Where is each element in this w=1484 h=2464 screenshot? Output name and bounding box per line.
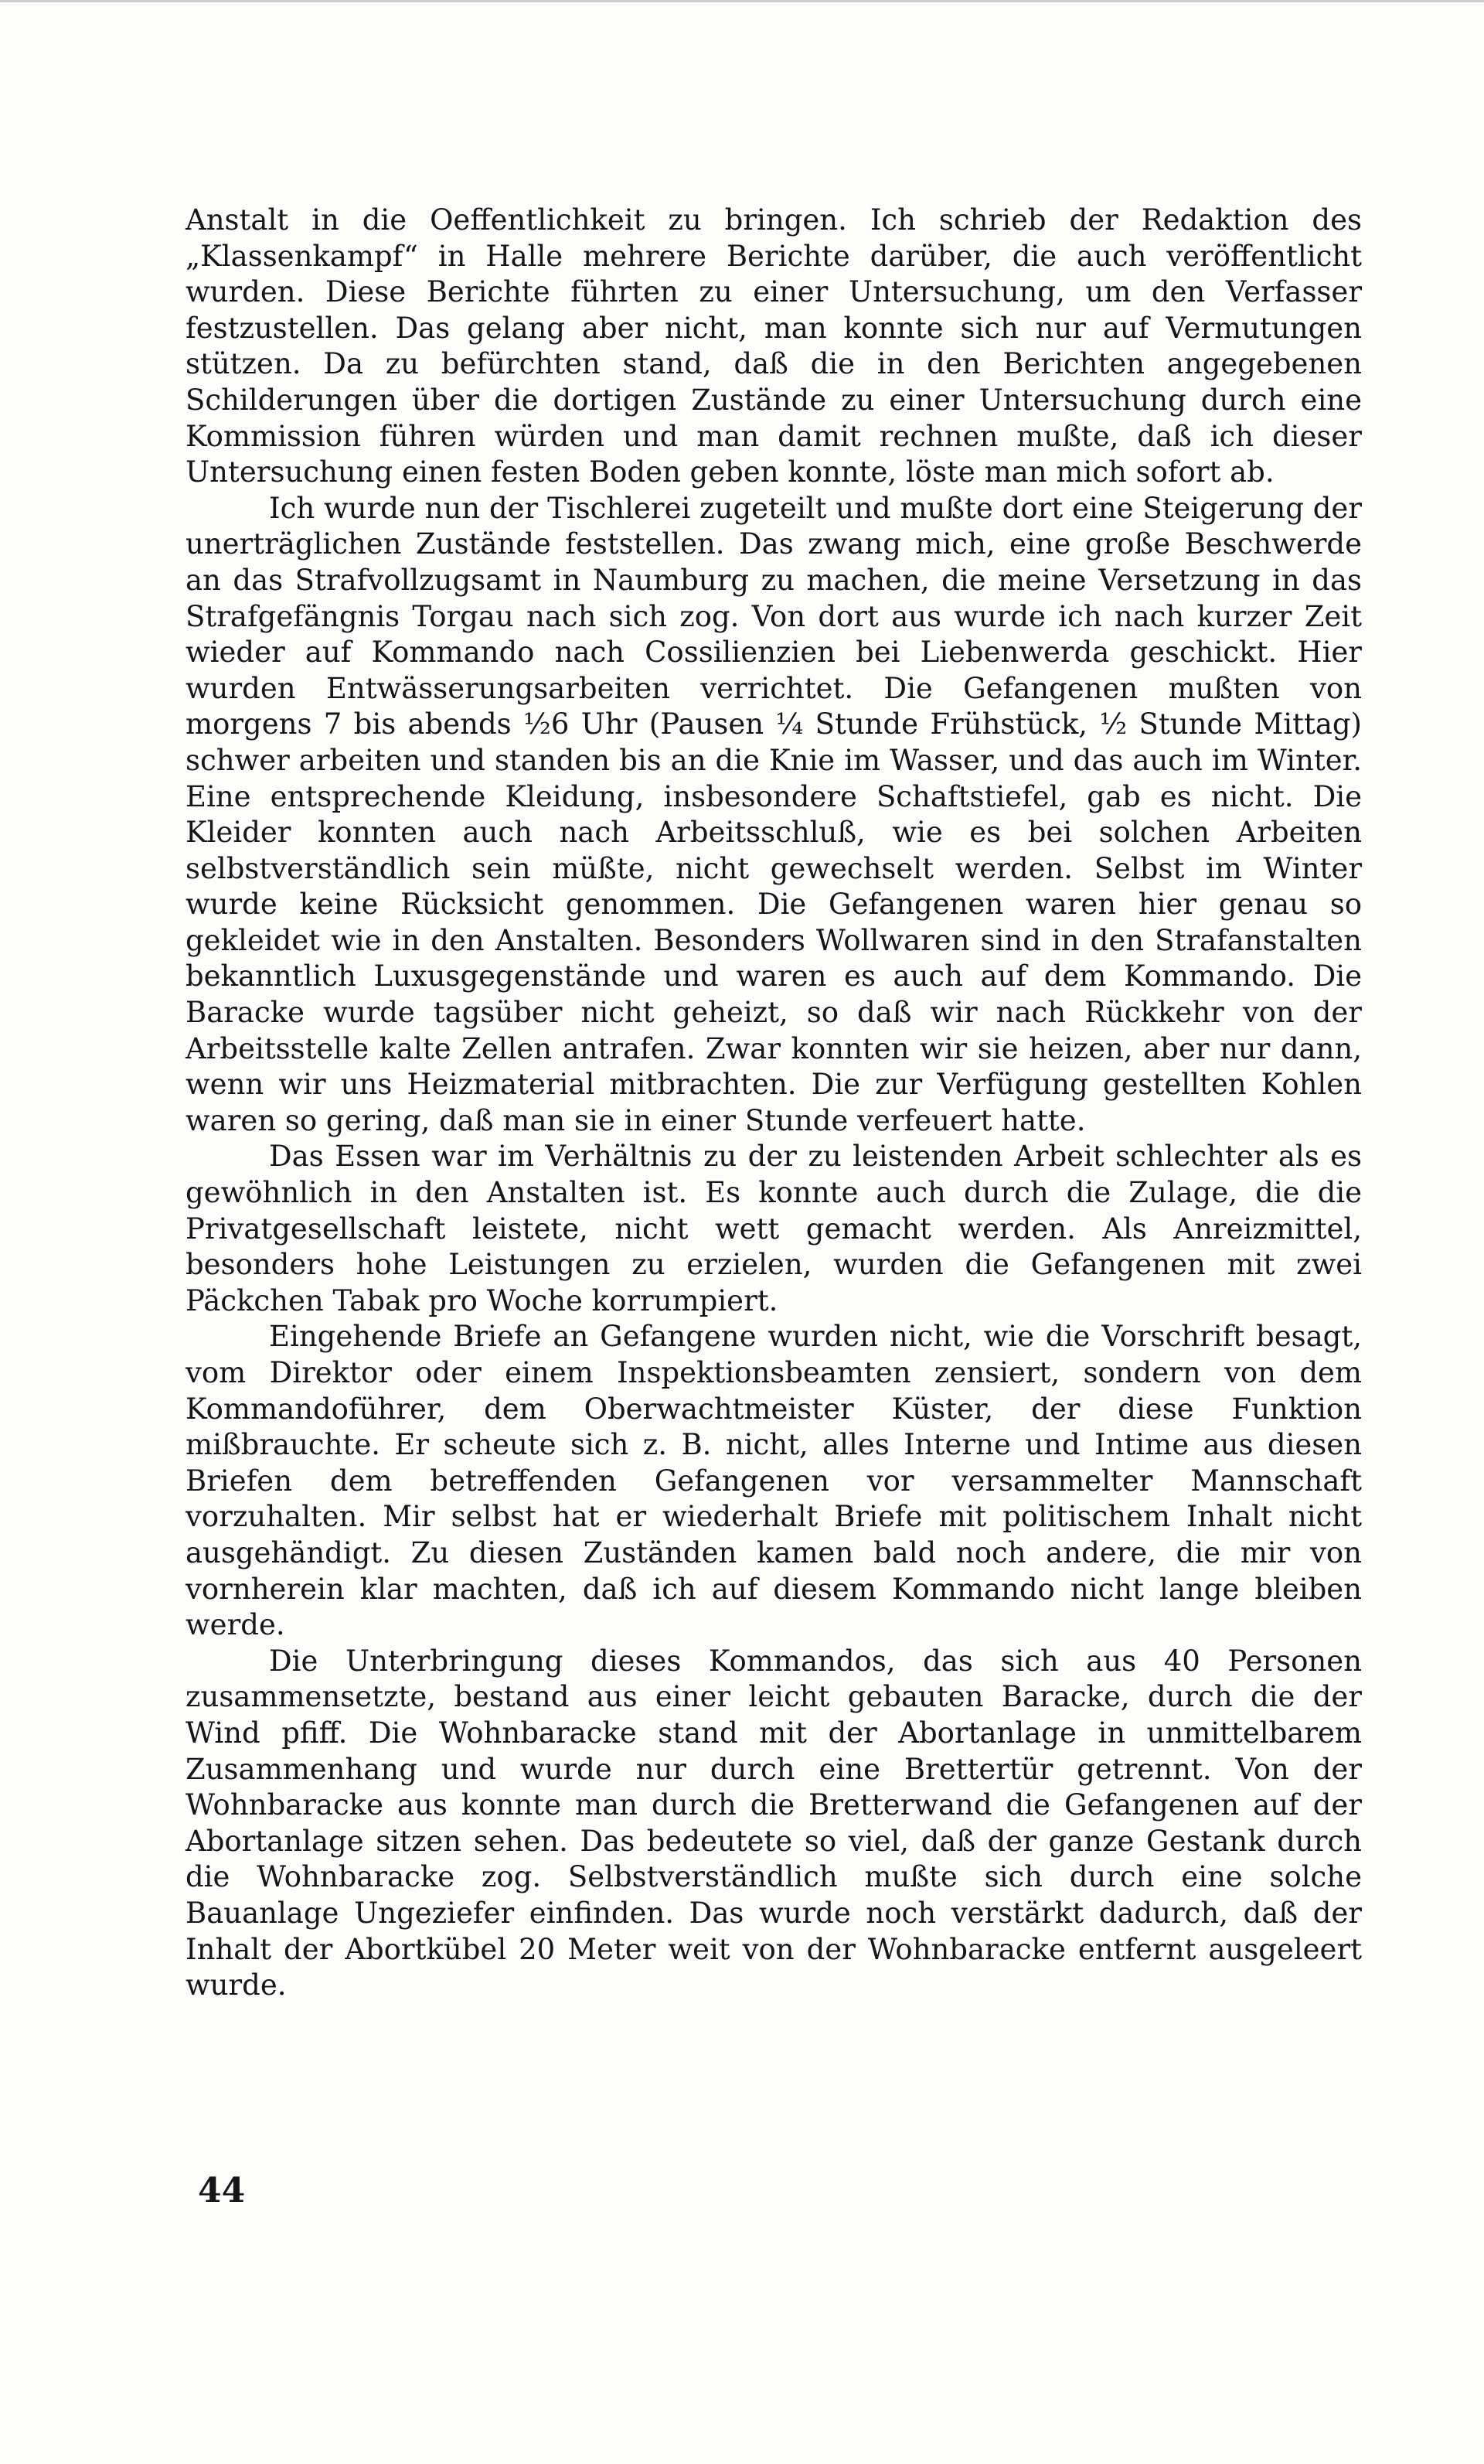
body-text: [186, 203, 1362, 2004]
paragraph: Das Essen war im Verhältnis zu der zu leistenden Arbeit schlechter als es gewöhnlich in den Anstalten ist. Es konnte auch durch die Zulage, die die Privatgesellschaft leistete, nicht wett gemacht werden. Als Anreizmittel, besonders hohe Leistungen zu erzielen, wurden die Gefangenen mit zwei Päckchen Tabak pro Woche korrumpiert.: [186, 1140, 1362, 1317]
page-top-edge: [0, 0, 1484, 2]
paragraph: Anstalt in die Oeffentlichkeit zu bringen. Ich schrieb der Redaktion des „Klassenkampf“ in Halle mehrere Berichte darüber, die auch veröffentlicht wurden. Diese Berichte führten zu einer Untersuchung, um den Verfasser festzustellen. Das gelang aber nicht, man konnte sich nur auf Vermutungen stützen. Da zu befürchten stand, daß die in den Berichten angegebenen Schilderungen über die dortigen Zustände zu einer Untersuchung durch eine Kommission führen würden und man damit rechnen mußte, daß ich dieser Untersuchung einen festen Boden geben konnte, löste man mich sofort ab.: [186, 203, 1362, 489]
paragraph: Die Unterbringung dieses Kommandos, das sich aus 40 Personen zusammensetzte, bestand aus einer leicht gebauten Baracke, durch die der Wind pfiff. Die Wohnbaracke stand mit der Abortanlage in unmittelbarem Zusammenhang und wurde nur durch eine Brettertür getrennt. Von der Wohnbaracke aus konnte man durch die Bretterwand die Gefangenen auf der Abortanlage sitzen sehen. Das bedeutete so viel, daß der ganze Gestank durch die Wohnbaracke zog. Selbstverständlich mußte sich durch eine solche Bauanlage Ungeziefer einfinden. Das wurde noch verstärkt dadurch, daß der Inhalt der Abortkübel 20 Meter weit von der Wohnbaracke entfernt ausgeleert wurde.: [186, 1644, 1362, 2002]
paragraph: Eingehende Briefe an Gefangene wurden nicht, wie die Vorschrift besagt, vom Direktor oder einem Inspektionsbeamten zensiert, sondern von dem Kommandoführer, dem Oberwachtmeister Küster, der diese Funktion mißbrauchte. Er scheute sich z. B. nicht, alles Interne und Intime aus diesen Briefen dem betreffenden Gefangenen vor versammelter Mannschaft vorzuhalten. Mir selbst hat er wiederhalt Briefe mit politischem Inhalt nicht ausgehändigt. Zu diesen Zuständen kamen bald noch andere, die mir von vornherein klar machten, daß ich auf diesem Kommando nicht lange bleiben werde.: [186, 1320, 1362, 1642]
paragraph: Ich wurde nun der Tischlerei zugeteilt und mußte dort eine Steigerung der unerträglichen Zustände feststellen. Das zwang mich, eine große Beschwerde an das Strafvollzugsamt in Naumburg zu machen, die meine Versetzung in das Strafgefängnis Torgau nach sich zog. Von dort aus wurde ich nach kurzer Zeit wieder auf Kommando nach Cossilienzien bei Liebenwerda geschickt. Hier wurden Entwässerungsarbeiten verrichtet. Die Gefangenen mußten von morgens 7 bis abends ½6 Uhr (Pausen ¼ Stunde Frühstück, ½ Stunde Mittag) schwer arbeiten und standen bis an die Knie im Wasser, und das auch im Winter. Eine entsprechende Kleidung, insbesondere Schaftstiefel, gab es nicht. Die Kleider konnten auch nach Arbeitsschluß, wie es bei solchen Arbeiten selbstverständlich sein müßte, nicht gewechselt werden. Selbst im Winter wurde keine Rücksicht genommen. Die Gefangenen waren hier genau so gekleidet wie in den Anstalten. Besonders Wollwaren sind in den Strafanstalten bekanntlich Luxusgegenstände und waren es auch auf dem Kommando. Die Baracke wurde tagsüber nicht geheizt, so daß wir nach Rückkehr von der Arbeitsstelle kalte Zellen antrafen. Zwar konnten wir sie heizen, aber nur dann, wenn wir uns Heizmaterial mitbrachten. Die zur Verfügung gestellten Kohlen waren so gering, daß man sie in einer Stunde verfeuert hatte.: [186, 491, 1362, 1137]
page-number: 44: [198, 2171, 246, 2210]
